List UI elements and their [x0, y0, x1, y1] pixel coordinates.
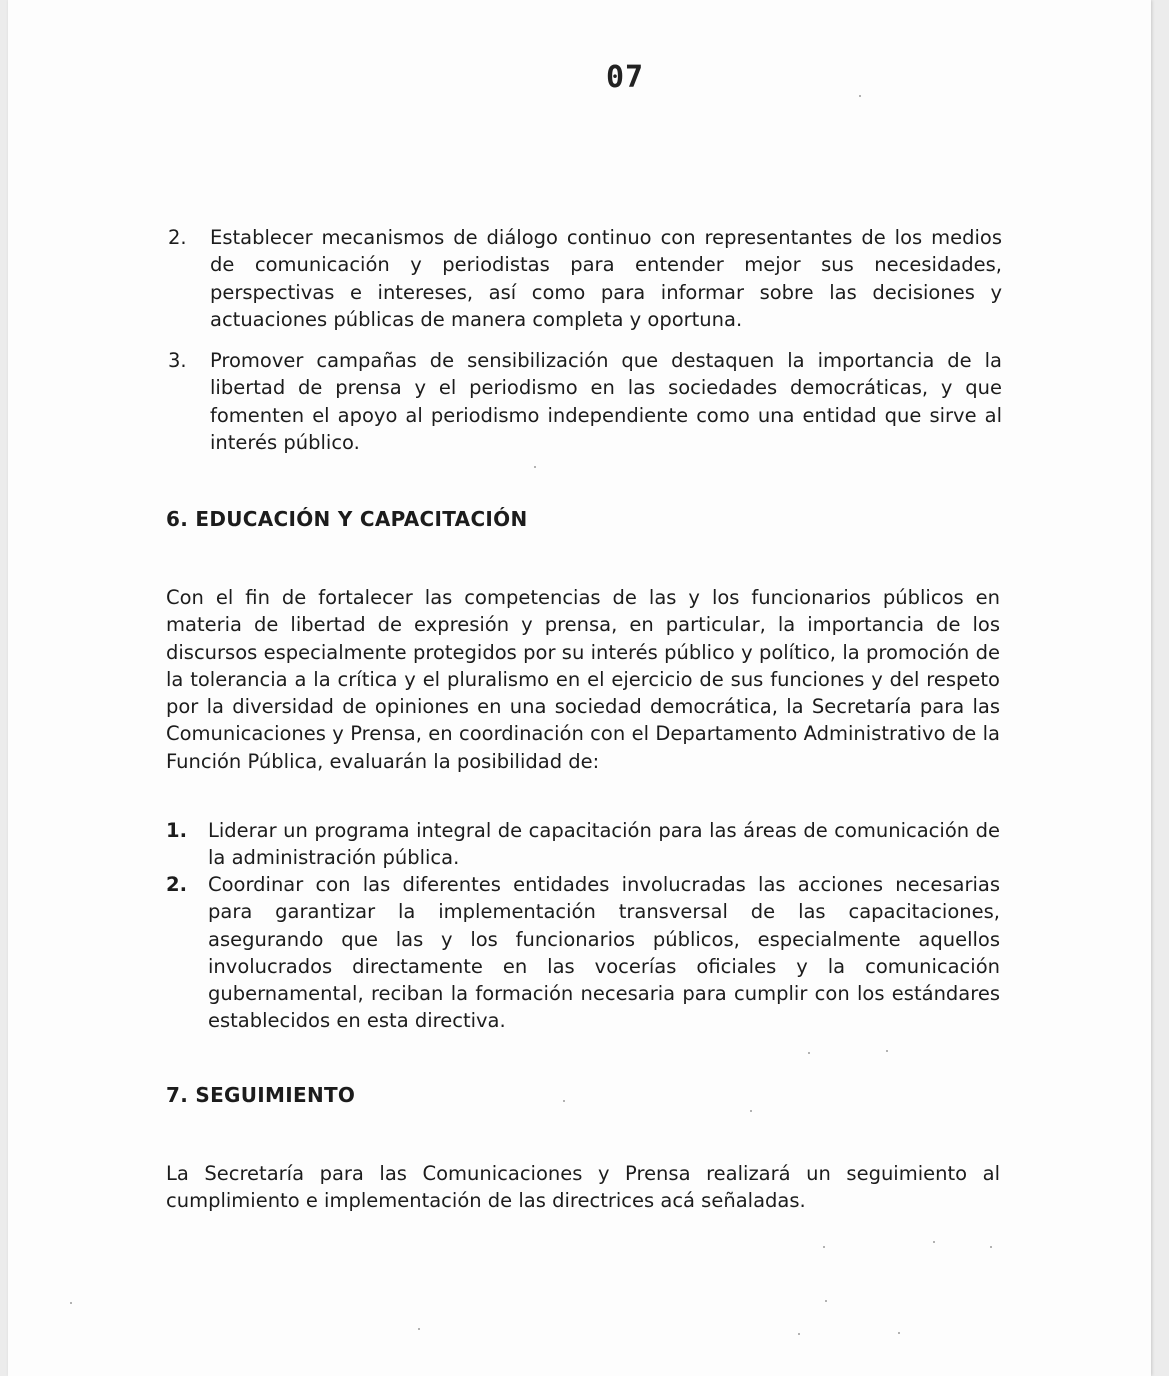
scan-speck — [750, 1110, 752, 1112]
list-item-number: 3. — [168, 349, 187, 372]
section-heading: 6. EDUCACIÓN Y CAPACITACIÓN — [166, 507, 528, 531]
scan-speck — [798, 1333, 800, 1335]
scan-speck — [823, 1246, 825, 1248]
scan-speck — [990, 1246, 992, 1248]
list-item-text: Promover campañas de sensibilización que destaquen la importancia de la libertad de prensa y el periodismo en las sociedades democráticas, y que fomenten el apoyo al periodismo independiente como una entidad que sirve al interés público. — [210, 349, 1002, 454]
list-item-number: 1. — [166, 819, 187, 842]
section-paragraph: La Secretaría para las Comunicaciones y Prensa realizará un seguimiento al cumplimiento e implementación de las directrices acá señaladas. — [166, 1162, 1000, 1213]
scan-speck — [825, 1300, 827, 1302]
list-item-number: 2. — [166, 873, 187, 896]
scan-speck — [808, 1052, 810, 1054]
list-item-text: Liderar un programa integral de capacitación para las áreas de comunicación de la administración pública. — [208, 819, 1000, 870]
scan-speck — [563, 1100, 565, 1102]
scan-speck — [933, 1241, 935, 1243]
scan-speck — [418, 1328, 420, 1330]
scan-speck — [534, 466, 536, 468]
section-heading: 7. SEGUIMIENTO — [166, 1083, 356, 1107]
scan-speck — [898, 1332, 900, 1334]
scan-speck — [859, 95, 861, 97]
scan-speck — [70, 1302, 72, 1304]
document-page — [8, 0, 1151, 1376]
section-paragraph: Con el fin de fortalecer las competencias de las y los funcionarios públicos en materia de libertad de expresión y prensa, en particular, la importancia de los discursos especialmente protegidos por su interés público y político, la promoción de la tolerancia a la crítica y el pluralismo en el ejercicio de sus funciones y del respeto por la diversidad de opiniones en una sociedad democrática, la Secretaría para las Comunicaciones y Prensa, en coordinación con el Departamento Administrativo de la Función Pública, evaluarán la posibilidad de: — [166, 586, 1000, 773]
page-number: 07 — [606, 60, 645, 95]
list-item-text: Establecer mecanismos de diálogo continuo con representantes de los medios de comunicación y periodistas para entender mejor sus necesidades, perspectivas e intereses, así como para informar sobre las decisiones y actuaciones públicas de manera completa y oportuna. — [210, 226, 1002, 331]
scan-speck — [886, 1050, 888, 1052]
list-item-text: Coordinar con las diferentes entidades involucradas las acciones necesarias para garantizar la implementación transversal de las capacitaciones, asegurando que las y los funcionarios públicos, especialmente aquellos involucrados directamente en las vocerías oficiales y la comunicación gubernamental, reciban la formación necesaria para cumplir con los estándares establecidos en esta directiva. — [208, 873, 1000, 1033]
list-item-number: 2. — [168, 226, 187, 249]
